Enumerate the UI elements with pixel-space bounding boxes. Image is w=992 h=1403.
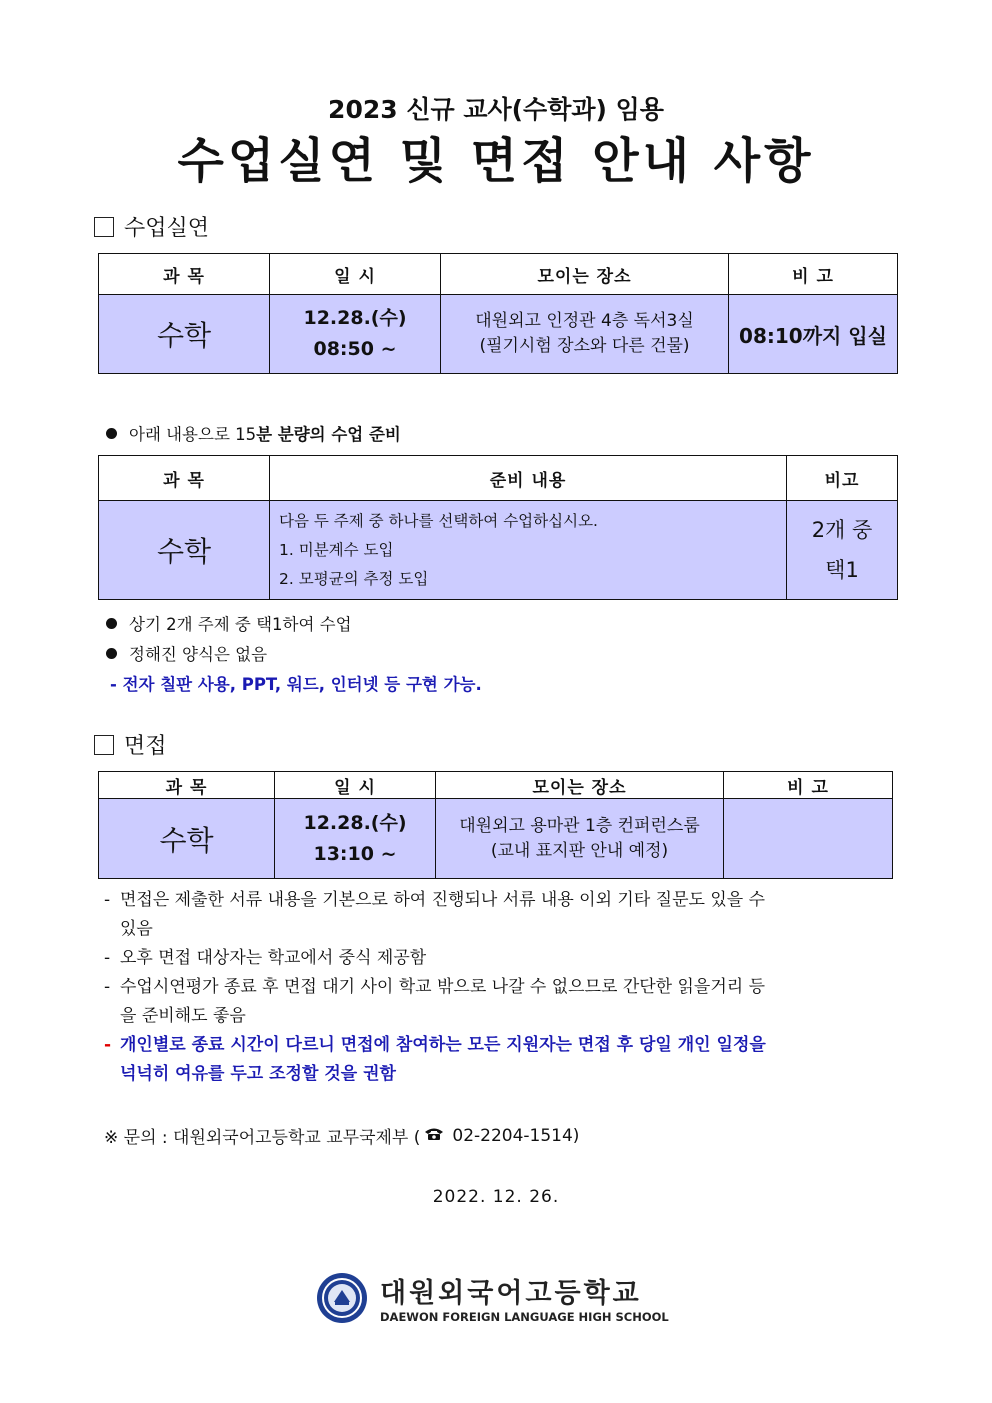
prep-bullet-bold: 분 분량의 수업 준비 — [256, 425, 401, 444]
bullet-icon — [106, 648, 117, 659]
interview-note-3-line1: 수업시연평가 종료 후 면접 대기 사이 학교 밖으로 나갈 수 없으므로 간단한 읽을거리 등 — [120, 977, 766, 997]
iv-note — [724, 799, 893, 879]
interview-note-2: - 오후 면접 대상자는 학교에서 중식 제공함 — [104, 944, 898, 973]
interview-highlight: - 개인별로 종료 시간이 다르니 면접에 참여하는 모든 지원자는 면접 후 당일 개인 일정을 — [104, 1031, 898, 1060]
prep-note — [787, 501, 898, 600]
document-title: 수업실연 및 면접 안내 사항 — [177, 133, 815, 189]
iv-col-place: 모이는 장소 — [436, 772, 724, 799]
checkbox-icon — [94, 217, 114, 237]
prep-content — [270, 501, 787, 600]
prep-col-content: 준비 내용 — [270, 456, 787, 501]
prep-bullet-3 — [106, 641, 267, 665]
school-name-kr: 대원외국어고등학교 — [380, 1278, 642, 1309]
section-interview-title: 면접 — [124, 734, 167, 759]
school-footer — [316, 1271, 669, 1324]
col-subject: 과 목 — [99, 254, 270, 295]
prep-col-subject: 과 목 — [99, 456, 270, 501]
iv-time: 13:10 ~ — [313, 842, 397, 865]
prep-bullet-2-text: 상기 2개 주제 중 택1하여 수업 — [129, 615, 352, 634]
bullet-icon — [106, 428, 117, 439]
contact-line — [104, 1123, 579, 1148]
iv-subject: 수학 — [99, 799, 275, 879]
interview-notes — [104, 886, 898, 1089]
iv-col-datetime: 일 시 — [275, 772, 436, 799]
iv-place-line2: (교내 표지판 안내 예정) — [490, 840, 669, 861]
interview-note-1-line1: 면접은 제출한 서류 내용을 기본으로 하여 진행되나 서류 내용 이외 기타 질문도 있을 수 — [120, 890, 766, 910]
interview-note-1: - 면접은 제출한 서류 내용을 기본으로 하여 진행되나 서류 내용 이외 기타 질문도 있을 수 — [104, 886, 898, 915]
contact-prefix: ※ 문의 : 대원외국어고등학교 교무국제부 ( — [104, 1128, 421, 1148]
interview-note-2-line1: 오후 면접 대상자는 학교에서 중식 제공함 — [120, 948, 427, 968]
iv-place — [436, 799, 724, 879]
school-emblem-icon — [316, 1272, 368, 1324]
demo-place-line1: 대원외고 인정관 4층 독서3실 — [475, 311, 694, 331]
iv-place-line1: 대원외고 용마관 1층 컨퍼런스룸 — [459, 815, 700, 836]
prep-bullet — [106, 421, 401, 445]
phone-icon — [424, 1126, 444, 1146]
iv-date: 12.28.(수) — [303, 811, 407, 834]
demo-datetime — [270, 295, 441, 374]
prep-col-note: 비고 — [787, 456, 898, 501]
prep-blue-note: - 전자 칠판 사용, PPT, 워드, 인터넷 등 구현 가능. — [110, 675, 482, 694]
col-datetime: 일 시 — [270, 254, 441, 295]
prep-intro: 다음 두 주제 중 하나를 선택하여 수업하십시오. — [279, 511, 598, 530]
prep-bullet-text: 아래 내용으로 15 — [129, 425, 257, 444]
interview-highlight-line2: 넉넉히 여유를 두고 조정할 것을 권함 — [120, 1064, 396, 1084]
iv-col-note: 비 고 — [724, 772, 893, 799]
prep-bullet-3-text: 정해진 양식은 없음 — [129, 645, 268, 664]
interview-highlight-line1: 개인별로 종료 시간이 다르니 면접에 참여하는 모든 지원자는 면접 후 당일 개인 일정을 — [120, 1035, 766, 1055]
prep-note-line2: 택1 — [825, 558, 859, 582]
prep-topic-2: 2. 모평균의 추정 도입 — [279, 569, 429, 588]
section-demo-heading — [94, 211, 209, 242]
prep-topic-1: 1. 미분계수 도입 — [279, 540, 394, 559]
demo-time: 08:50 ~ — [313, 338, 397, 360]
col-note: 비 고 — [729, 254, 898, 295]
document-date: 2022. 12. 26. — [432, 1187, 560, 1207]
prep-bullet-2 — [106, 611, 352, 635]
section-demo-title: 수업실연 — [124, 216, 210, 241]
interview-note-3-line2: 을 준비해도 좋음 — [120, 1006, 246, 1026]
demo-place-line2: (필기시험 장소와 다른 건물) — [479, 336, 690, 356]
demo-table — [98, 253, 898, 374]
col-place: 모이는 장소 — [441, 254, 729, 295]
section-interview-heading — [94, 729, 167, 760]
contact-phone: 02-2204-1514) — [452, 1125, 580, 1146]
document-subtitle: 2023 신규 교사(수학과) 임용 — [328, 95, 664, 124]
demo-subject: 수학 — [99, 295, 270, 374]
demo-date: 12.28.(수) — [303, 307, 407, 329]
prep-note-line1: 2개 중 — [811, 518, 873, 542]
iv-col-subject: 과 목 — [99, 772, 275, 799]
checkbox-icon — [94, 735, 114, 755]
demo-place — [441, 295, 729, 374]
demo-note: 08:10까지 입실 — [729, 295, 898, 374]
prep-table — [98, 455, 898, 600]
school-name-en: DAEWON FOREIGN LANGUAGE HIGH SCHOOL — [380, 1310, 669, 1324]
interview-note-3: - 수업시연평가 종료 후 면접 대기 사이 학교 밖으로 나갈 수 없으므로 간단한 읽을거리 등 — [104, 973, 898, 1002]
iv-datetime — [275, 799, 436, 879]
bullet-icon — [106, 618, 117, 629]
interview-table — [98, 771, 893, 879]
interview-note-1-line2: 있음 — [120, 919, 153, 939]
prep-subject: 수학 — [99, 501, 270, 600]
